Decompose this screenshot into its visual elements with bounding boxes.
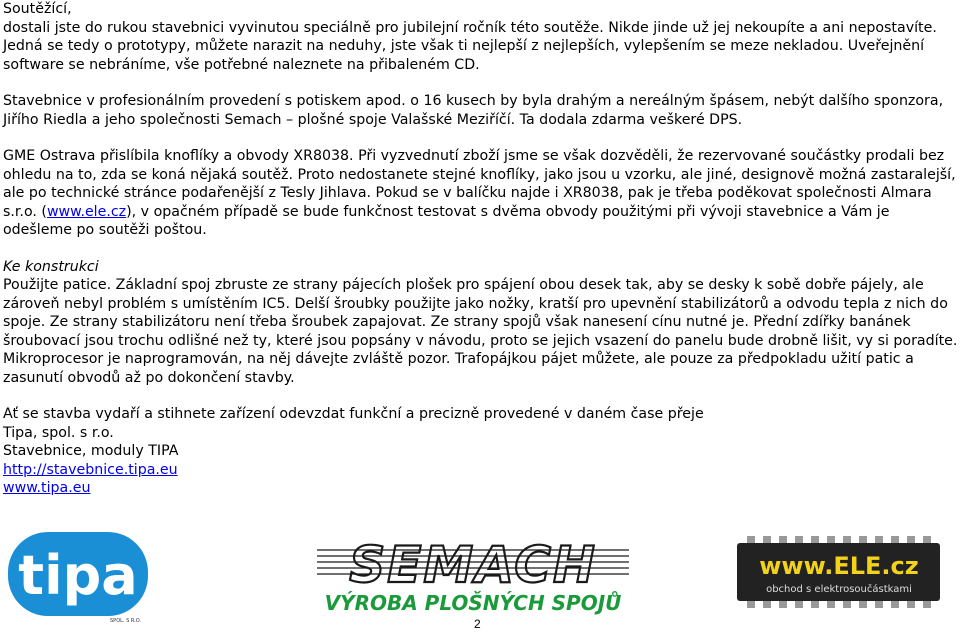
closing-line: Ať se stavba vydaří a stihnete zařízení odevzdat funkční a precizně provedené v daném čase přeje bbox=[3, 406, 704, 422]
construction-paragraph: Použijte patice. Základní spoj zbruste ze strany pájecích plošek pro spájení obou desek tak, aby se desky k sobě dobře pájely, ale zároveň nebyl problém s umístěním IC5. Delší šroubky použijte jako nožky, kratší pro upevnění stabilizátorů a odvodu tepla z nich do spoje. Ze strany stabilizátoru není třeba šroubek zapajovat. Ze strany spojů však nanesení cínu nutné je. Přední zdířky banánek šroubovací jsou trochu odlišné než ty, které jsou popsány v návodu, proto se jejich vsazení do panelu bude drobně lišit, vy si poradíte. Mikroprocesor je naprogramován, na něj dávejte zvláště pozor. Trafopájkou pájet můžete, ale pouze za předpokladu užití patic a zasunutí obvodů až po dokončení stavby. bbox=[3, 277, 958, 386]
ele-link[interactable]: www.ele.cz bbox=[46, 203, 127, 220]
tipa-logo-text: tipa bbox=[18, 544, 138, 607]
gme-text-after: ), v opačném případě se bude funkčnost testovat s dvěma obvody použitými při vývoji stavebnice a Vám je odešleme po soutěži poštou. bbox=[3, 203, 890, 238]
greeting: Soutěžící, bbox=[3, 1, 72, 17]
ele-logo bbox=[733, 536, 944, 608]
page-number: 2 bbox=[474, 617, 481, 631]
gme-paragraph bbox=[3, 147, 958, 240]
stavebnice-link[interactable]: http://stavebnice.tipa.eu bbox=[3, 461, 178, 478]
semach-title: SEMACH bbox=[349, 536, 597, 594]
ele-subtitle: obchod s elektrosoučástkami bbox=[766, 584, 912, 595]
document-page bbox=[3, 0, 958, 498]
tipa-link[interactable]: www.tipa.eu bbox=[3, 480, 91, 496]
tipa-logo bbox=[6, 528, 154, 624]
company-name: Tipa, spol. s r.o. bbox=[3, 424, 114, 441]
semach-logo bbox=[307, 534, 640, 626]
gme-text-before: GME Ostrava přislíbila knoflíky a obvody XR8038. Při vyzvednutí zboží jsme se však dozvěděli, že rezervované součástky prodali bez ohledu na to, zda se koná nějaká soutěž. Proto nedostanete stejné knoflíky, jako jsou u vzorku, ale jiné, designově možná zastaralejší, ale po technické stránce podařenější z Tesly Jihlava. Pokud se v balíčku najde i XR8038, pak je třeba poděkovat společnosti Almara s.r.o. ( bbox=[3, 148, 956, 220]
tipa-sub-text: SPOL. S R.O. bbox=[110, 618, 142, 624]
company-tagline: Stavebnice, moduly TIPA bbox=[3, 443, 179, 459]
semach-subtitle: VÝROBA PLOŠNÝCH SPOJŮ bbox=[324, 591, 622, 615]
ele-title: www.ELE.cz bbox=[759, 552, 919, 580]
intro-paragraph: dostali jste do rukou stavebnici vyvinutou speciálně pro jubilejní ročník této soutěže. Nikde jinde už jej nekoupíte a ani nepostavíte. Jedná se tedy o prototypy, můžete narazit na neduhy, jste však ti nejlepší z nejlepších, vylepšením se meze nekladou. Uveřejnění software se nebráníme, vše potřebné naleznete na přibaleném CD. bbox=[3, 19, 937, 73]
sponsor-paragraph: Stavebnice v profesionálním provedení s potiskem apod. o 16 kusech by byla drahým a nereálným špásem, nebýt dalšího sponzora, Jiřího Riedla a jeho společnosti Semach – plošné spoje Valašské Meziříčí. Ta dodala zdarma veškeré DPS. bbox=[3, 93, 944, 128]
construction-heading: Ke konstrukci bbox=[3, 258, 99, 275]
